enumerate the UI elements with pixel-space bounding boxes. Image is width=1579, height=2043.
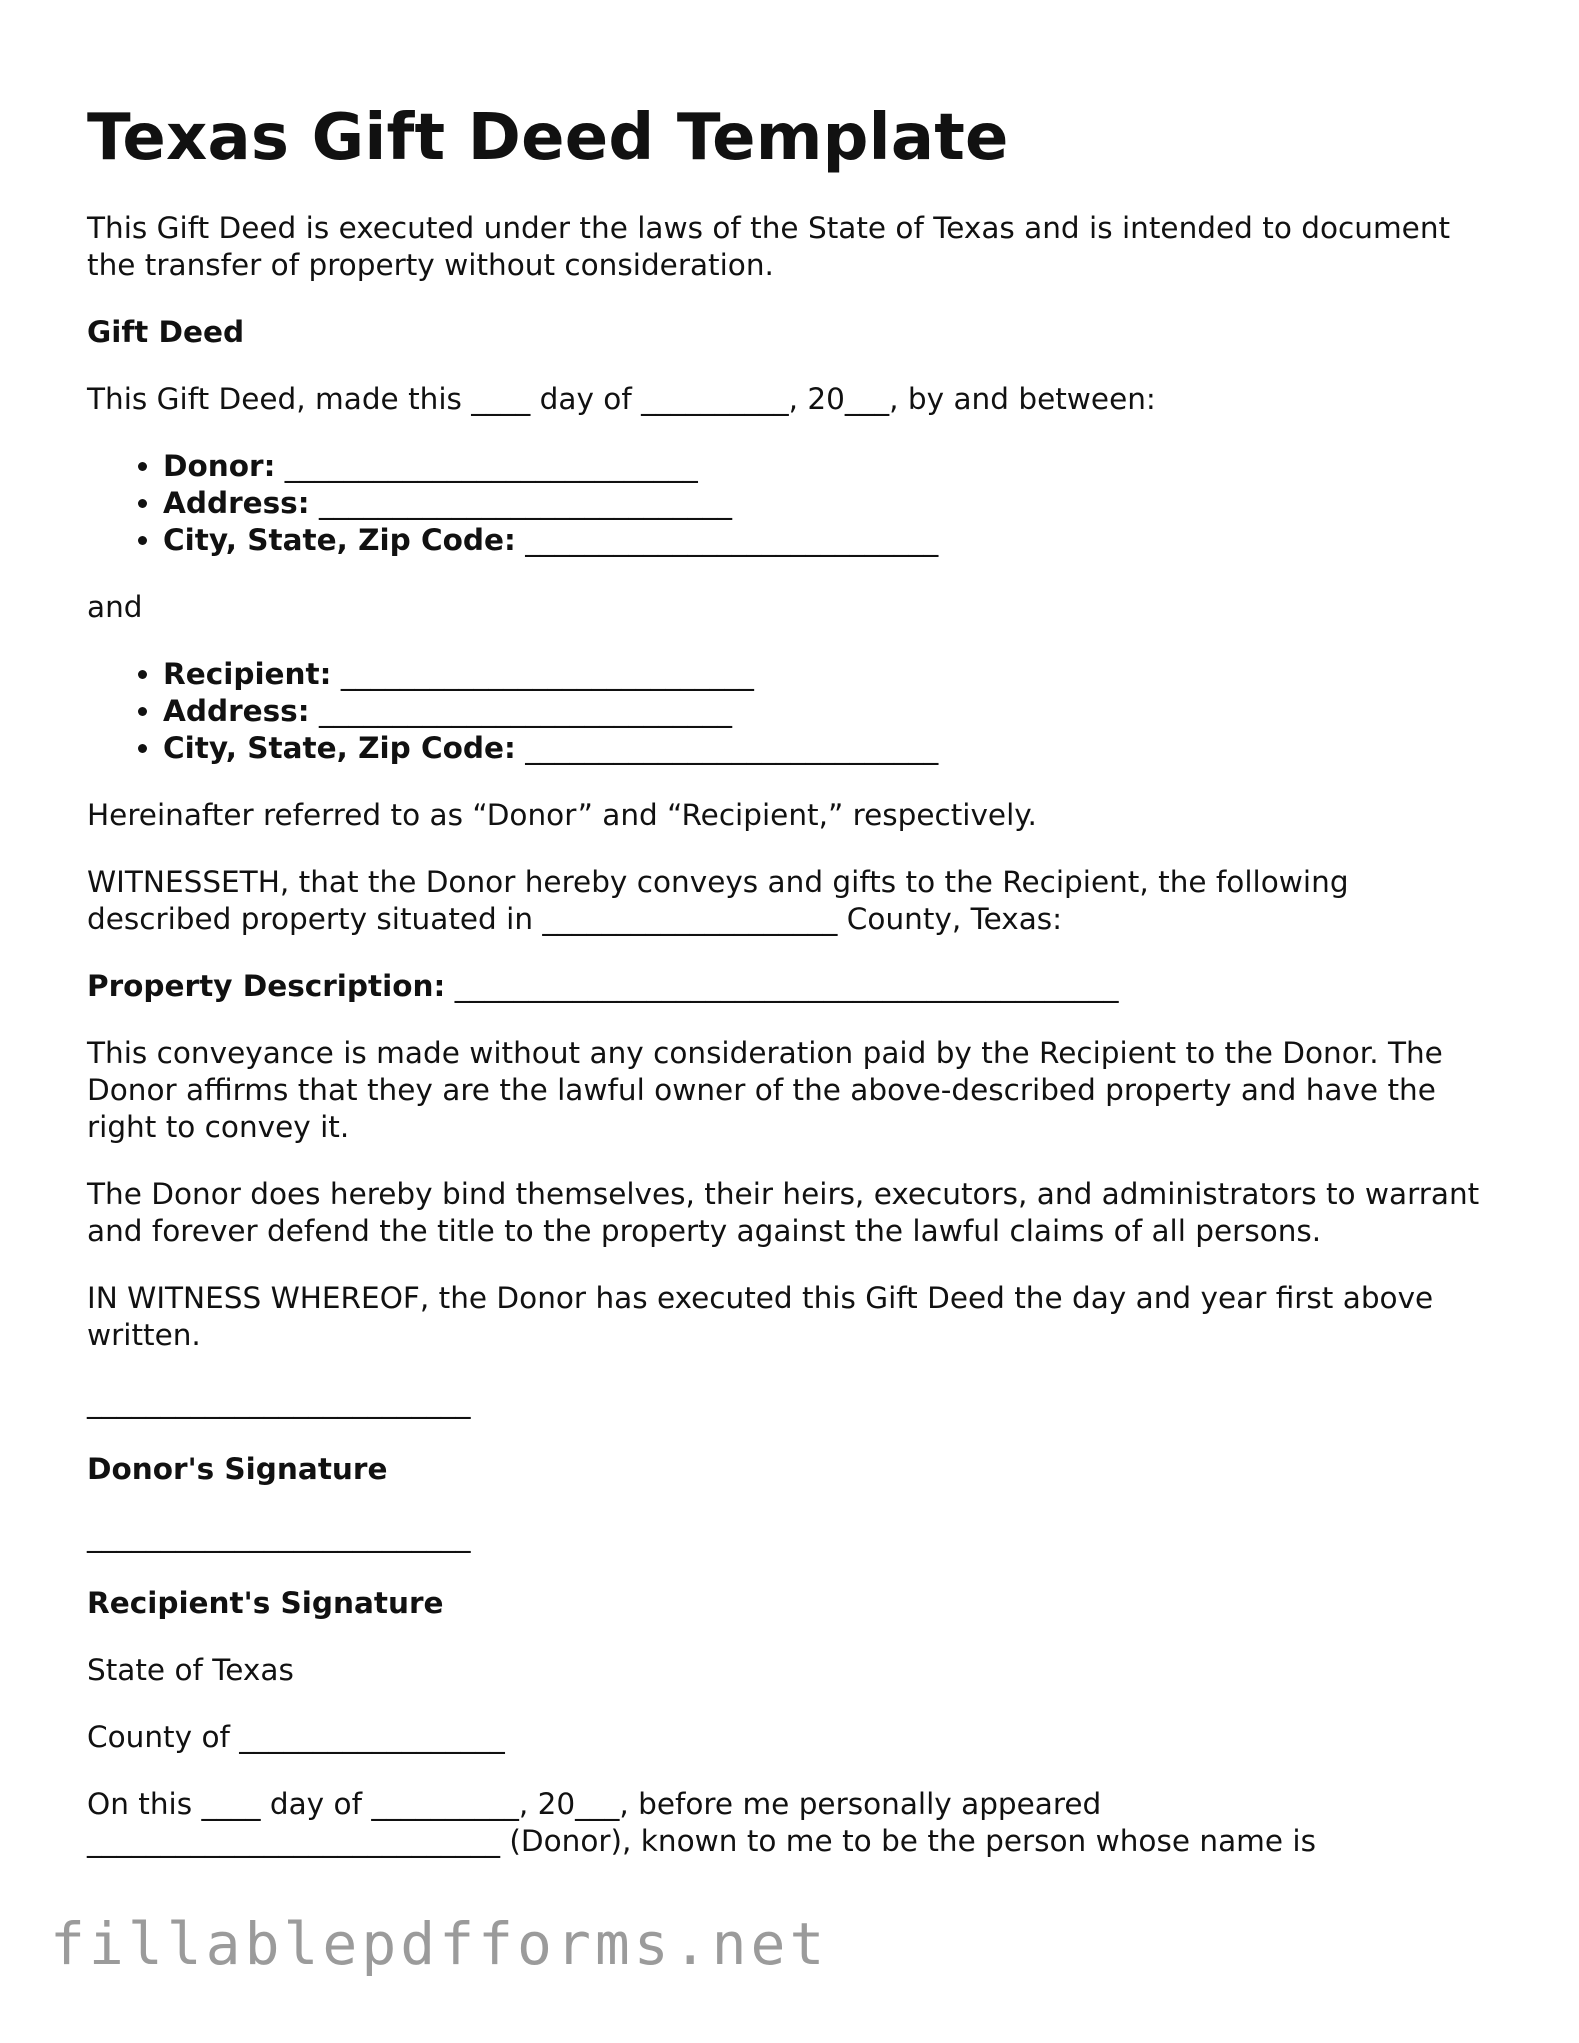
section-heading: Gift Deed — [87, 314, 245, 349]
in-witness-paragraph: IN WITNESS WHEREOF, the Donor has executed this Gift Deed the day and year first above written. — [87, 1280, 1434, 1352]
property-description-label: Property Description: — [87, 968, 446, 1003]
donor-fields-list — [87, 448, 1487, 559]
donor-city-blank[interactable]: ____________________________ — [525, 522, 939, 557]
list-item — [163, 522, 1487, 559]
county-line: County of __________________ — [87, 1719, 505, 1754]
list-item — [163, 448, 1487, 485]
intro-paragraph: This Gift Deed is executed under the laws of the State of Texas and is intended to document the transfer of property without consideration. — [87, 210, 1451, 282]
list-item — [163, 656, 1487, 693]
recipient-fields-list — [87, 656, 1487, 767]
recipient-city-label: City, State, Zip Code: — [163, 730, 516, 765]
donor-signature-caption: Donor's Signature — [87, 1451, 388, 1486]
recipient-city-blank[interactable]: ____________________________ — [525, 730, 939, 765]
made-line: This Gift Deed, made this ____ day of __________, 20___, by and between: — [87, 381, 1156, 416]
consideration-paragraph: This conveyance is made without any consideration paid by the Recipient to the Donor. The Donor affirms that they are the lawful owner of the above-described property and have the right to convey it. — [87, 1035, 1443, 1144]
donor-address-label: Address: — [163, 485, 310, 520]
donor-name-blank[interactable]: ____________________________ — [284, 448, 698, 483]
recipient-address-label: Address: — [163, 693, 310, 728]
donor-address-blank[interactable]: ____________________________ — [318, 485, 732, 520]
property-description-line — [87, 968, 1487, 1005]
property-description-blank[interactable]: _____________________________________________ — [454, 968, 1119, 1003]
recipient-address-blank[interactable]: ____________________________ — [318, 693, 732, 728]
notary-paragraph: On this ____ day of __________, 20___, before me personally appeared ____________________________ (Donor), known to me to be the person whose name is — [87, 1786, 1316, 1858]
recipient-signature-line[interactable]: __________________________ — [87, 1518, 471, 1553]
warranty-paragraph: The Donor does hereby bind themselves, their heirs, executors, and administrators to warrant and forever defend the title to the property against the lawful claims of all persons. — [87, 1176, 1480, 1248]
hereinafter-paragraph: Hereinafter referred to as “Donor” and “Recipient,” respectively. — [87, 797, 1037, 832]
watermark: fillablepdfforms.net — [50, 1910, 829, 1978]
list-item — [163, 485, 1487, 522]
and-text: and — [87, 589, 143, 624]
recipient-signature-caption: Recipient's Signature — [87, 1585, 444, 1620]
list-item — [163, 730, 1487, 767]
document-page — [87, 100, 1487, 1890]
recipient-name-label: Recipient: — [163, 656, 332, 691]
document-title: Texas Gift Deed Template — [87, 101, 1009, 175]
state-line: State of Texas — [87, 1652, 294, 1687]
list-item — [163, 693, 1487, 730]
donor-name-label: Donor: — [163, 448, 276, 483]
donor-signature-line[interactable]: __________________________ — [87, 1384, 471, 1419]
donor-city-label: City, State, Zip Code: — [163, 522, 516, 557]
witnesseth-paragraph: WITNESSETH, that the Donor hereby conveys and gifts to the Recipient, the following described property situated in ____________________ County, Texas: — [87, 864, 1349, 936]
recipient-name-blank[interactable]: ____________________________ — [340, 656, 754, 691]
